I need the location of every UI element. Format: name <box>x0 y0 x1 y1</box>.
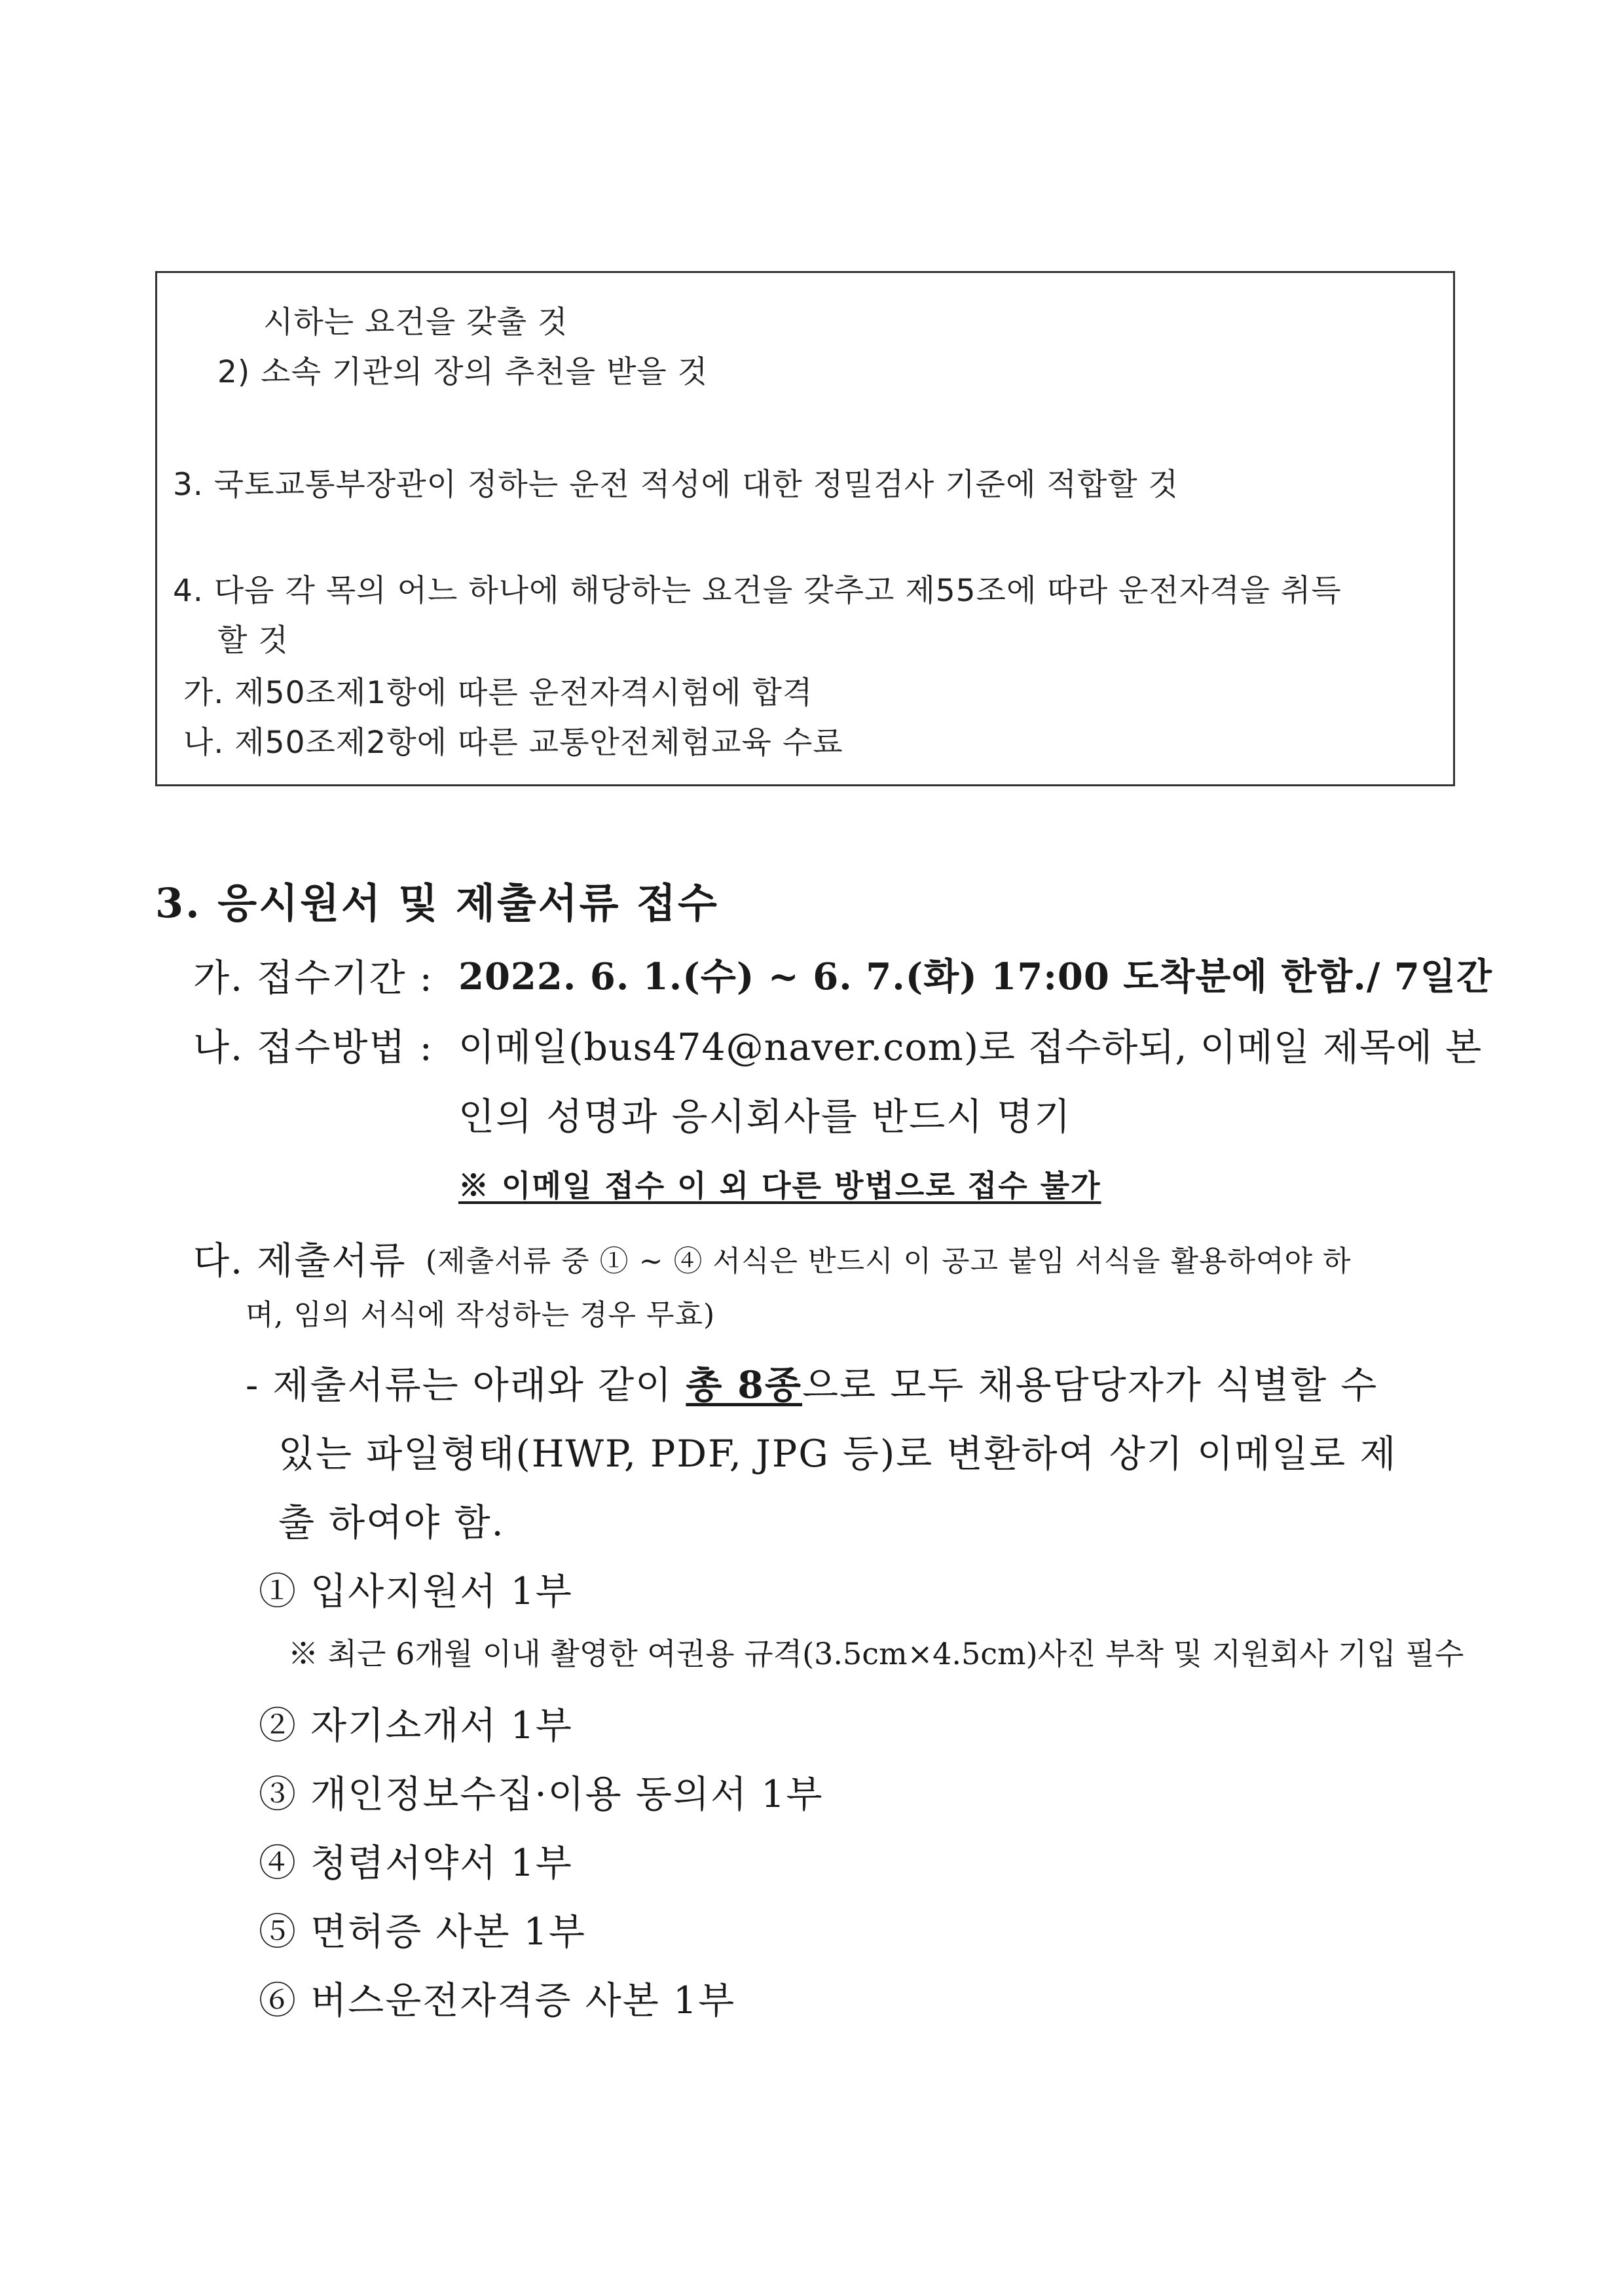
documents-description <box>246 1355 1378 1409</box>
period-label: 가. 접수기간 : <box>193 957 434 1000</box>
documents-desc-emphasis: 총 8종 <box>686 1363 802 1407</box>
criteria-line-5: 할 것 <box>217 623 289 659</box>
document-item-3: ③ 개인정보수집·이용 동의서 1부 <box>259 1773 824 1816</box>
documents-note-line-1: (제출서류 중 ① ~ ④ 서식은 반드시 이 공고 붙임 서식을 활용하여야 하 <box>426 1245 1352 1278</box>
period-value: 2022. 6. 1.(수) ~ 6. 7.(화) 17:00 도착분에 한함./ 7일간 <box>458 955 1492 998</box>
document-item-6: ⑥ 버스운전자격증 사본 1부 <box>259 1979 736 2022</box>
section-title: 3. 응시원서 및 제출서류 접수 <box>155 879 719 927</box>
documents-desc-line-2: 있는 파일형태(HWP, PDF, JPG 등)로 변환하여 상기 이메일로 제 <box>278 1432 1397 1476</box>
documents-desc-post: 으로 모두 채용담당자가 식별할 수 <box>802 1364 1378 1407</box>
method-label: 나. 접수방법 : <box>193 1026 434 1069</box>
document-item-1-note: ※ 최근 6개월 이내 촬영한 여권용 규격(3.5cm×4.5cm)사진 부착 및 지원회사 기입 필수 <box>288 1636 1464 1671</box>
documents-label: 다. 제출서류 <box>193 1239 407 1283</box>
document-item-4: ④ 청렴서약서 1부 <box>259 1842 573 1885</box>
document-item-2: ② 자기소개서 1부 <box>259 1704 573 1747</box>
method-line-2: 인의 성명과 응시회사를 반드시 명기 <box>458 1095 1072 1139</box>
criteria-line-6: 가. 제50조제1항에 따른 운전자격시험에 합격 <box>183 675 813 711</box>
criteria-line-3: 3. 국토교통부장관이 정하는 운전 적성에 대한 정밀검사 기준에 적합할 것 <box>173 467 1179 503</box>
criteria-line-7: 나. 제50조제2항에 따른 교통안전체험교육 수료 <box>183 725 843 761</box>
documents-note-line-2: 며, 임의 서식에 작성하는 경우 무효) <box>246 1298 716 1332</box>
criteria-line-4: 4. 다음 각 목의 어느 하나에 해당하는 요건을 갖추고 제55조에 따라 운전자격을 취득 <box>173 573 1342 609</box>
documents-desc-pre: - 제출서류는 아래와 같이 <box>246 1364 686 1407</box>
method-line-1: 이메일(bus474@naver.com)로 접수하되, 이메일 제목에 본 <box>458 1026 1483 1069</box>
criteria-line-1: 시하는 요건을 갖출 것 <box>263 304 568 340</box>
document-item-5: ⑤ 면허증 사본 1부 <box>259 1910 586 1954</box>
document-item-1: ① 입사지원서 1부 <box>259 1570 573 1613</box>
criteria-line-2: 2) 소속 기관의 장의 추천을 받을 것 <box>217 354 709 390</box>
documents-desc-line-3: 출 하여야 함. <box>278 1501 505 1544</box>
method-notice: ※ 이메일 접수 이 외 다른 방법으로 접수 불가 <box>458 1168 1101 1203</box>
criteria-box <box>155 271 1455 786</box>
